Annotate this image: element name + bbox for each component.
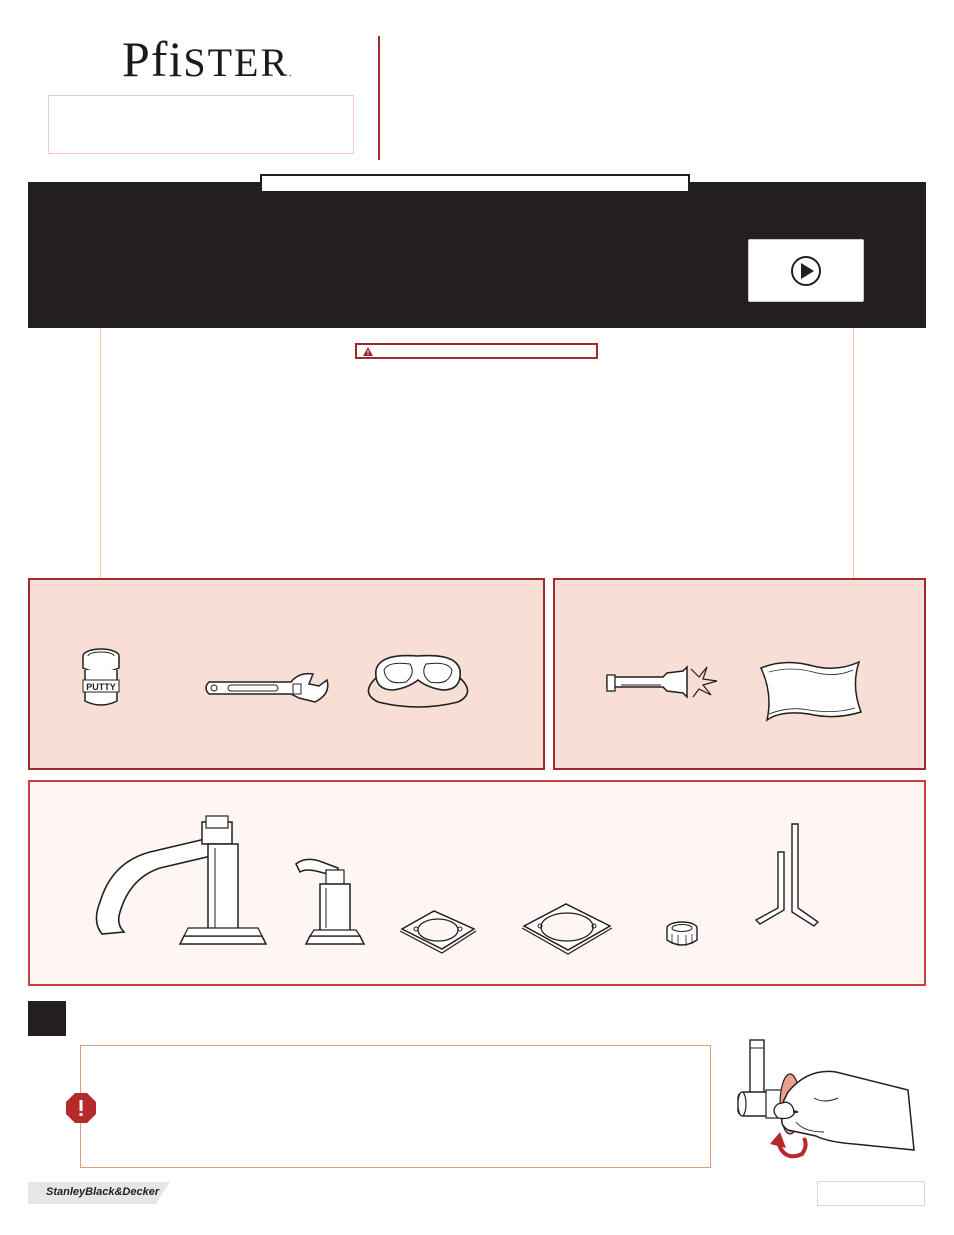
title-bar [260, 174, 690, 193]
model-info-box [48, 95, 354, 154]
handle-icon [292, 856, 372, 956]
cloth-rag-icon [755, 658, 865, 728]
footer-brand: StanleyBlack&Decker [46, 1186, 160, 1198]
putty-label: PUTTY [86, 682, 116, 692]
hex-keys-icon [752, 822, 832, 932]
parts-panel [28, 780, 926, 986]
warning-label [355, 343, 598, 359]
mounting-plate-icon [518, 900, 618, 956]
logo-text-small: STER [183, 40, 290, 85]
left-guide-line [100, 328, 101, 578]
pfister-logo [122, 31, 293, 87]
warning-triangle-icon [363, 346, 375, 358]
play-icon [749, 240, 865, 303]
spout-icon [90, 812, 260, 952]
nut-ring-icon [664, 920, 704, 954]
alert-octagon-icon [66, 1093, 96, 1123]
document-number-box [817, 1181, 925, 1206]
shutoff-valve-hand-icon [728, 1038, 918, 1178]
header-divider [378, 36, 380, 160]
flashlight-icon [603, 663, 743, 713]
right-guide-line [853, 328, 854, 578]
adjustable-wrench-icon [203, 672, 333, 708]
logo-text-large: Pfi [122, 31, 184, 87]
step-number-box [28, 1001, 66, 1036]
video-button[interactable] [748, 239, 864, 302]
safety-goggles-icon [358, 648, 488, 718]
putty-jar-icon [80, 646, 130, 716]
optional-tools-panel [553, 578, 926, 770]
tools-panel [28, 578, 545, 770]
gasket-icon [396, 907, 486, 957]
logo-mark: . [289, 68, 293, 79]
note-box [80, 1045, 711, 1168]
